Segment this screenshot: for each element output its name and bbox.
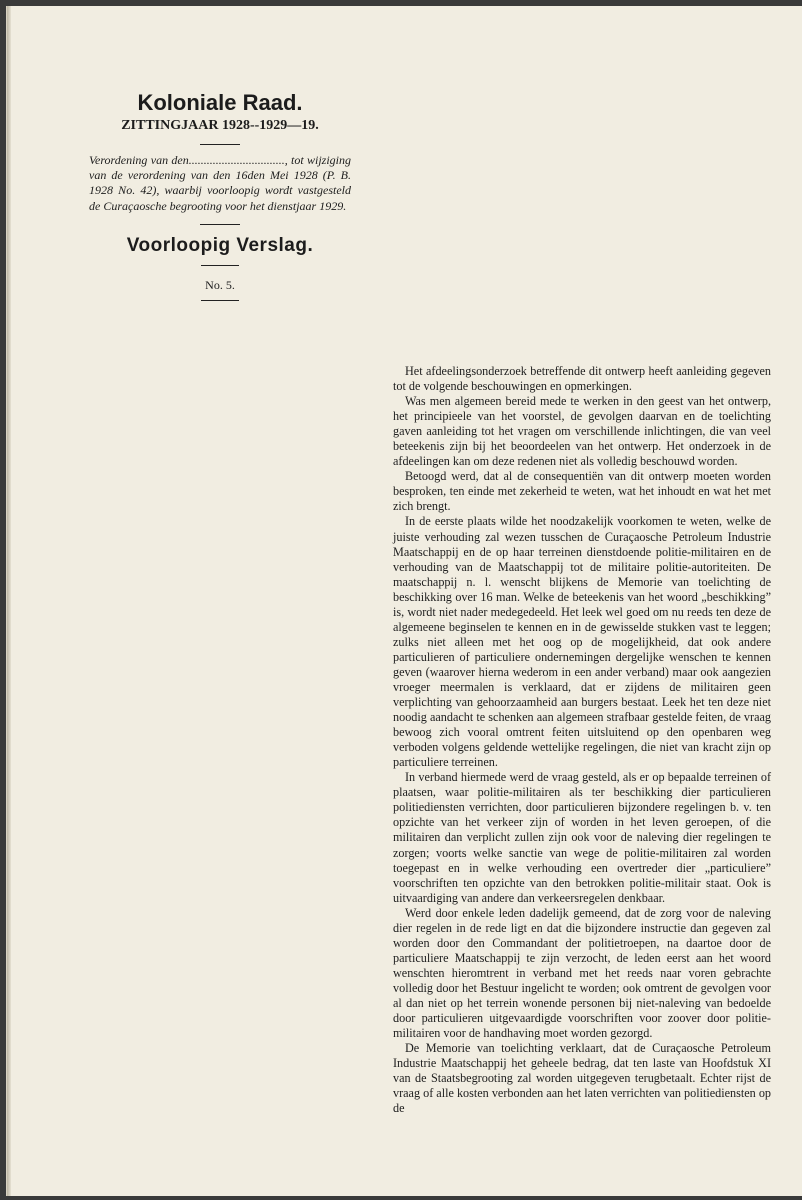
ordinance-description: Verordening van den................................, tot wijziging van de verordening van den 16den Mei 1928 (P. B. 1928 No. 42), waarbij voorloopig wordt vastgesteld de Curaçaosche begrooting voor het dienstjaar 1929. xyxy=(89,153,351,213)
paragraph: In verband hiermede werd de vraag gesteld, als er op bepaalde terreinen of plaatsen, waar politie-militairen als ter beschikking dier particulieren politiediensten verrichten, door particulieren bijzondere regelingen b. v. ten opzichte van het verkeer zijn of worden in het leven geroepen, of die militairen dan verplicht zullen zijn ook voor de naleving dier regelingen te zorgen; voorts welke sanctie van wege de politie-militairen zal worden toegepast en in welke verhouding een overtreder dier „particuliere” voorschriften ten opzichte van den betrokken politie-militair staat. Ook is uitvaardiging van andere dan verkeersregelen denkbaar. xyxy=(393,770,771,905)
paragraph: Betoogd werd, dat al de consequentiën van dit ontwerp moeten worden besproken, ten einde met zekerheid te weten, wat het inhoudt en wat het met zich brengt. xyxy=(393,469,771,514)
report-title: Voorloopig Verslag. xyxy=(126,234,314,256)
report-body xyxy=(393,364,771,1116)
page-binding-edge xyxy=(7,6,11,1196)
divider-rule xyxy=(201,300,239,301)
paragraph: Was men algemeen bereid mede te werken in den geest van het ontwerp, het principieele van het voorstel, de gevolgen daarvan en de toelichting gaven aanleiding tot het vragen om verschillende inlichtingen, die van veel beteekenis zijn bij het beoordeelen van het ontwerp. Het onderzoek in de afdeelingen kan om deze redenen niet als volledig beschouwd worden. xyxy=(393,394,771,469)
header-block xyxy=(85,90,355,301)
session-year: ZITTINGJAAR 1928--1929—19. xyxy=(121,118,319,133)
paragraph: In de eerste plaats wilde het noodzakelijk voorkomen te weten, welke de juiste verhouding zal wezen tusschen de Curaçaosche Petroleum Industrie Maatschappij en de op haar terreinen dienstdoende politie-militairen en de verhouding van de Maatschappij tot de militaire politie-autoriteiten. De maatschappij n. l. wenscht blijkens de Memorie van toelichting de beschikking over 16 man. Welke de beteekenis van het woord „beschikking” is, wordt niet nader medegedeeld. Het leek wel goed om nu reeds ten deze de algemeene beginselen te kennen en in de gewisselde stukken vast te leggen; zulks niet alleen met het oog op de mogelijkheid, dat ook andere particulieren of particuliere ondernemingen dergelijke wenschen te kennen geven (waarover hierna wederom in een ander verband) maar ook aangezien vroeger meermalen is verklaard, dat er zijdens de militairen geen verplichting van gehoorzaamheid aan burgers bestaat. Leek het ten deze niet noodig aandacht te schenken aan algemeen strafbaar gestelde feiten, de vraag bewoog zich vooral omtrent feiten uitsluitend op den openbaren weg verboden volgens geldende wettelijke regelingen, die niet van kracht zijn op particuliere terreinen. xyxy=(393,514,771,770)
document-page xyxy=(6,6,802,1196)
divider-rule xyxy=(200,224,240,225)
paragraph: Werd door enkele leden dadelijk gemeend, dat de zorg voor de naleving dier regelen in de rede ligt en dat die bijzondere instructie dan gegeven zal worden door den Commandant der politietroepen, na daartoe door de particuliere Maatschappij te zijn verzocht, de leden eerst aan het woord wenschten hieromtrent in verband met het reeds naar voren gebrachte volledig door het Bestuur ingelicht te worden; ook omtrent de gevolgen voor al dan niet op het terrein wonende personen bij niet-naleving van bedoelde door particulieren uitgevaardigde voorschriften voor zoover door politie-militairen voor de handhaving moet worden gezorgd. xyxy=(393,905,771,1041)
divider-rule xyxy=(201,265,239,266)
report-number: No. 5. xyxy=(205,277,235,292)
paragraph: De Memorie van toelichting verklaart, dat de Curaçaosche Petroleum Industrie Maatschappij het geheele bedrag, dat ten laste van Hoofdstuk XI van de Staatsbegrooting zal worden uitgegeven terugbetaalt. Echter rijst de vraag of alle kosten verbonden aan het laten verrichten van politiediensten op de xyxy=(393,1041,772,1116)
page-title: Koloniale Raad. xyxy=(137,90,303,115)
paragraph: Het afdeelingsonderzoek betreffende dit ontwerp heeft aanleiding gegeven tot de volgende beschouwingen en opmerkingen. xyxy=(393,364,771,394)
divider-rule xyxy=(200,144,240,145)
